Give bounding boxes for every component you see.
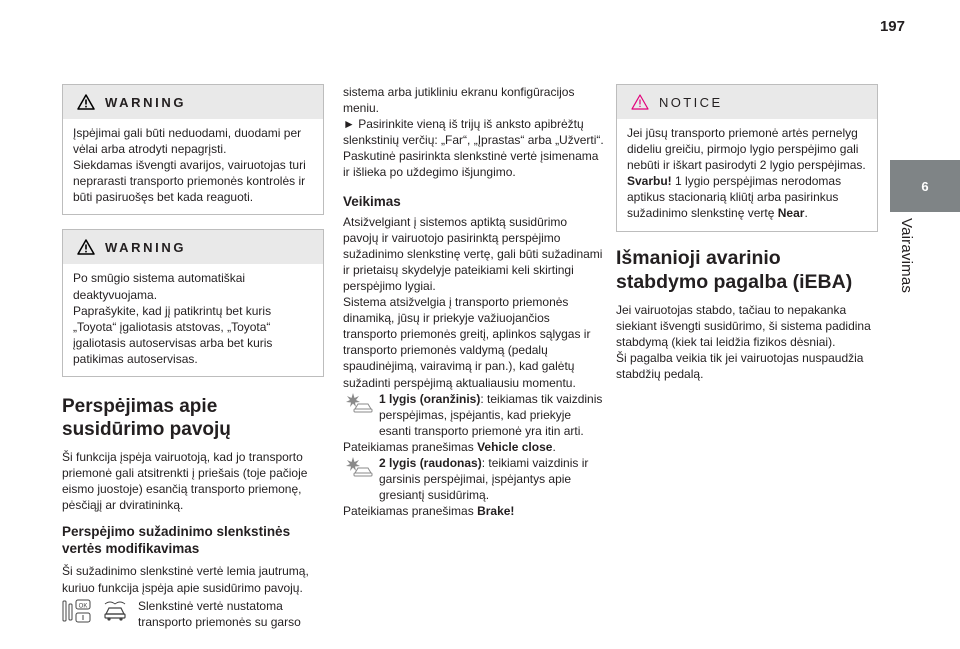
warning-text: Įspėjimai gali būti neduodami, duodami per vėlai arba atrodyti nepagrįsti. [73, 126, 302, 157]
memory-text: Paskutinė pasirinkta slenkstinė vertė įsimenama ir išlieka po uždegimo išjungimo. [343, 149, 599, 180]
chapter-label: Vairavimas [898, 218, 915, 294]
svg-text:OK: OK [78, 603, 88, 610]
icon-row [62, 598, 324, 630]
notice-icon [631, 94, 649, 110]
subsection-title: Perspėjimo sužadinimo slenkstinės vertės modifikavimas [62, 524, 291, 557]
level-1-message: Vehicle close [477, 439, 553, 454]
warning-text: Paprašykite, kad jį patikrintų bet kuris „Toyota“ įgaliotasis atstovas, „Toyota“ įgaliotasis autoservisas arba bet kuris patikimas autoservisas. [73, 303, 273, 366]
section-title: Perspėjimas apie susidūrimo pavojų [62, 396, 231, 441]
page-number: 197 [879, 18, 905, 35]
notice-text-2: 1 lygio perspėjimas nerodomas aptikus stacionarią kliūtį arba pasirinkus sužadinimo slenkstinę vertę [627, 174, 842, 221]
operation-text: Sistema atsižvelgia į transporto priemonės dinamiką, jūsų ir priekyje važiuojančios transporto priemonės greitį, aplinkos sąlygas ir transporto priemonės valdymą (pedalų spaudinėjimą, vairavimą ir pan.), kad galėtų sužadinti perspėjimą aktualiausiu momentu. [343, 295, 591, 390]
level-2-text: : teikiami vaizdinis ir garsinis perspėjimai, įspėjantys apie gresiantį susidūrimą. [379, 455, 589, 503]
notice-important: Svarbu! [627, 174, 672, 189]
warning-header [63, 230, 323, 264]
column-1 [62, 84, 324, 630]
level-1-item [343, 391, 605, 439]
warning-text: Po smūgio sistema automatiškai deaktyvuojama. [73, 271, 246, 302]
warning-title: WARNING [105, 239, 187, 255]
section-text: Ši funkcija įspėja vairuotoją, kad jo transporto priemonė gali atsitrenkti į priešais (toje pačioje eismo juostoje) esančią transporto priemonę, pėsčiąjį ar dviratininką. [62, 450, 308, 513]
level-1-label: 1 lygis (oranžinis) [379, 391, 481, 406]
subsection-title: Veikimas [343, 193, 401, 209]
level-2-label: 2 lygis (raudonas) [379, 455, 482, 470]
operation-text: Atsižvelgiant į sistemos aptiktą susidūrimo pavojų ir vairuotojo pasirinktą perspėjimo sužadinimo slenkstinę vertę, gali būti sužadinami ir prietaisų skydelyje pateikiami keli skirtingi perspėjimo lygiai. [343, 214, 603, 293]
collision-alert-icon [343, 456, 373, 478]
notice-near: Near [777, 206, 805, 221]
subsection-text: Ši sužadinimo slenkstinė vertė lemia jautrumą, kuriuo funkcija įspėja apie susidūrimo pavojų. [62, 564, 309, 595]
column-2: sistema arba jutikliniu ekranu konfigūracijos meniu. ► Pasirinkite vieną iš trijų iš anksto apibrėžtų slenkstinių verčių: „Far“, „Įprastas“ arba „Užverti“. Paskutinė pasirinkta slenkstinė vertė įsimenama ir išlieka po uždegimo išjungimo. Veikimas Atsižvelgiant į sistemos aptiktą susidūrimo pavojų ir vairuotojo pasirinktą perspėjimo sužadinimo slenkstinę vertę, gali būti sužadinami ir prietaisų skydelyje pateikiami keli skirtingi perspėjimo lygiai. Sistema atsižvelgia į transporto priemonės dinamiką, jūsų ir priekyje važiuojančios transporto priemonės greitį, aplinkos sąlygas ir transporto priemonės valdymą (pedalų spaudinėjimą, vairavimą ir pan.), kad galėtų sužadinti perspėjimą aktualiausiu momentu. 1 lygis (oranžinis): teikiamas tik vaizdinis perspėjimas, įspėjantis, kad priekyje esanti transporto priemonė yra itin arti. Pateikiamas pranešimas Vehicle close. 2 lygis (raudonas): teikiami vaizdinis ir garsinis perspėjimai, įspėjantys apie gresiantį susidūrimą. Pateikiamas pranešimas Brake! [343, 85, 604, 519]
column-3 [616, 84, 878, 382]
level-2-message: Brake! [477, 504, 515, 519]
notice-header [617, 85, 877, 119]
chapter-tab[interactable]: 6 [890, 160, 960, 212]
section-text: Jei vairuotojas stabdo, tačiau to nepakanka siekiant išvengti susidūrimo, ši sistema padidina stabdymą (kiek tai leidžia fizikos dėsniai). [616, 302, 871, 349]
car-sensor-icon [102, 598, 128, 622]
notice-title: NOTICE [659, 94, 723, 110]
continued-text: sistema arba jutikliniu ekranu konfigūracijos meniu. [343, 85, 575, 116]
level-2-item [343, 455, 605, 503]
section-text: Ši pagalba veikia tik jei vairuotojas nuspaudžia stabdžių pedalą. [616, 350, 864, 381]
steering-controls-icon [62, 598, 94, 624]
warning-title: WARNING [105, 94, 187, 110]
warning-text: Siekdamas išvengti avarijos, vairuotojas turi neprarasti transporto priemonės kontrolės ir būti pasiruošęs bet kada reaguoti. [73, 158, 306, 205]
instruction-bullet: ► Pasirinkite vieną iš trijų iš anksto apibrėžtų slenkstinių verčių: „Far“, „Įprastas“ arba „Užverti“. [343, 117, 604, 148]
notice-box: NOTICE Jei jūsų transporto priemonė artės pernelyg dideliu greičiu, pirmojo lygio perspėjimo gali nebūti ir iškart pasirodyti 2 lygio perspėjimas. Svarbu! 1 lygio perspėjimas nerodomas aptikus stacionarią kliūtį arba pasirinkus sužadinimo slenkstinę vertę Near. [616, 84, 878, 232]
section-title: Išmanioji avarinio stabdymo pagalba (iEBA) [616, 246, 853, 293]
warning-box-2 [62, 229, 324, 377]
icon-text: Slenkstinė vertė nustatoma transporto priemonės su garso [138, 598, 301, 629]
collision-warning-icon [343, 392, 373, 414]
warning-header [63, 85, 323, 119]
level-1-message-text: Pateikiamas pranešimas [343, 439, 478, 454]
warning-box-1 [62, 84, 324, 215]
level-1-text: : teikiamas tik vaizdinis perspėjimas, įspėjantis, kad priekyje esanti transporto priemonė yra itin arti. [379, 391, 603, 438]
notice-text: Jei jūsų transporto priemonė artės pernelyg dideliu greičiu, pirmojo lygio perspėjimo gali nebūti ir iškart pasirodyti 2 lygio perspėjimas. [627, 126, 866, 173]
warning-icon [77, 239, 95, 255]
warning-icon [77, 94, 95, 110]
level-2-message-text: Pateikiamas pranešimas [343, 504, 478, 519]
